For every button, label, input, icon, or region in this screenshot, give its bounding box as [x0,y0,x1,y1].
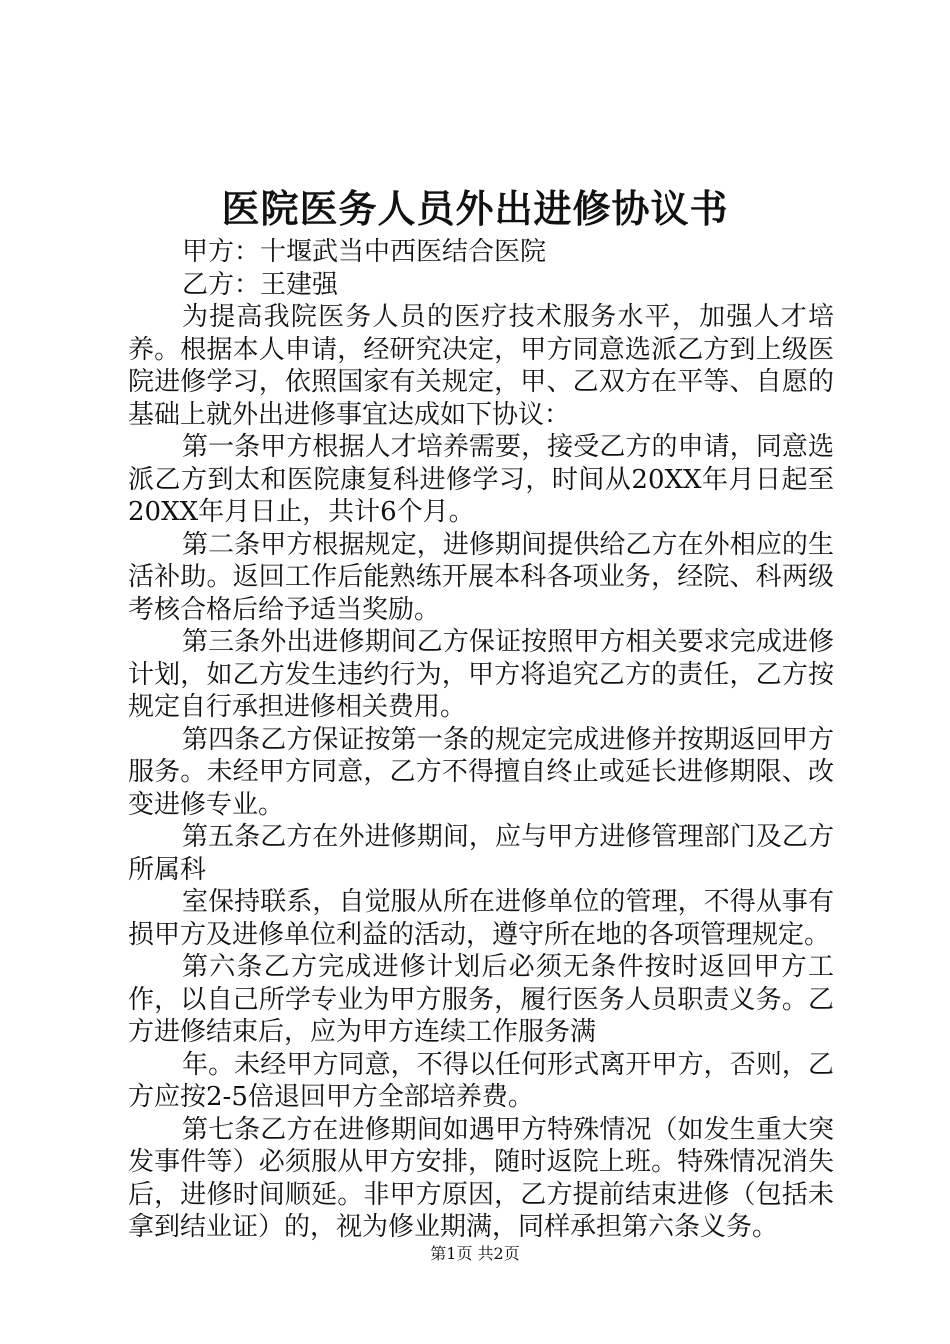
preamble-paragraph: 为提高我院医务人员的医疗技术服务水平，加强人才培养。根据本人申请，经研究决定，甲方同意选派乙方到上级医院进修学习，依照国家有关规定，甲、乙双方在平等、自愿的基础上就外出进修事宜达成如下协议： [128,302,834,430]
document-body [128,236,834,1244]
document-title: 医院医务人员外出进修协议书 [221,186,729,231]
article-5-continuation: 室保持联系，自觉服从所在进修单位的管理，不得从事有损甲方及进修单位利益的活动，遵守所在地的各项管理规定。 [128,887,834,950]
party-a-line: 甲方：十堰武当中西医结合医院 [182,237,547,267]
article-7-paragraph: 第七条乙方在进修期间如遇甲方特殊情况（如发生重大突发事件等）必须服从甲方安排，随时返院上班。特殊情况消失后，进修时间顺延。非甲方原因，乙方提前结束进修（包括未拿到结业证）的，视为修业期满，同样承担第六条义务。 [128,1114,834,1242]
page-footer: 第1页 共2页 [430,1244,520,1263]
article-6-continuation: 年。未经甲方同意，不得以任何形式离开甲方，否则，乙方应按2-5倍退回甲方全部培养费。 [128,1049,834,1112]
article-2-paragraph: 第二条甲方根据规定，进修期间提供给乙方在外相应的生活补助。返回工作后能熟练开展本科各项业务，经院、科两级考核合格后给予适当奖励。 [128,529,834,625]
article-1-paragraph: 第一条甲方根据人才培养需要，接受乙方的申请，同意选派乙方到太和医院康复科进修学习，时间从20XX年月日起至20XX年月日止，共计6个月。 [128,432,834,527]
article-5-paragraph: 第五条乙方在外进修期间，应与甲方进修管理部门及乙方所属科 [128,822,834,885]
article-3-paragraph: 第三条外出进修期间乙方保证按照甲方相关要求完成进修计划，如乙方发生违约行为，甲方将追究乙方的责任，乙方按规定自行承担进修相关费用。 [128,627,834,722]
party-b-line: 乙方：王建强 [182,269,339,300]
article-6-paragraph: 第六条乙方完成进修计划后必须无条件按时返回甲方工作，以自己所学专业为甲方服务，履行医务人员职责义务。乙方进修结束后，应为甲方连续工作服务满 [128,952,834,1047]
article-4-paragraph: 第四条乙方保证按第一条的规定完成进修并按期返回甲方服务。未经甲方同意，乙方不得擅自终止或延长进修期限、改变进修专业。 [128,724,834,820]
